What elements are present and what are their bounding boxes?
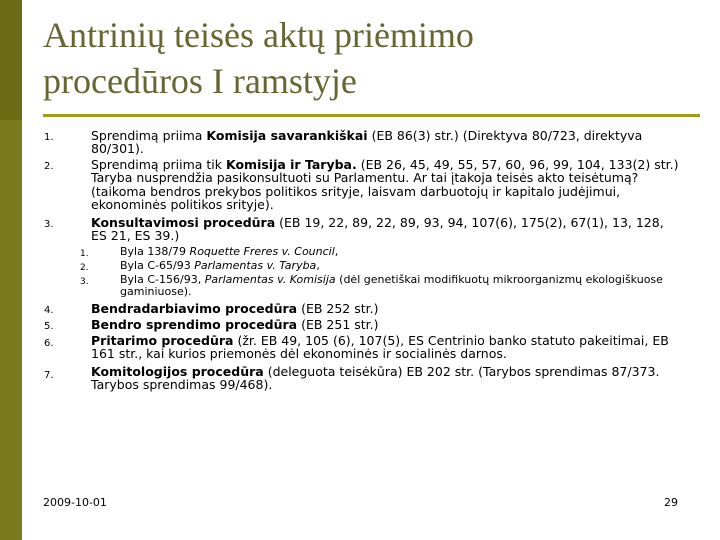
footer-date: 2009-10-01 (43, 496, 107, 509)
sub-list-item: Byla C-65/93 Parlamentas v. Taryba, (120, 259, 320, 272)
list-number: 3. (44, 219, 54, 230)
list-number: 6. (44, 338, 54, 349)
side-accent-bar-top (0, 0, 22, 120)
list-item: Konsultavimosi procedūra (EB 19, 22, 89, 22, 89, 93, 94, 107(6), 175(2), 67(1), 13, 128, ES 21, ES 39.) (91, 215, 664, 244)
list-item: Pritarimo procedūra (žr. EB 49, 105 (6), 107(5), ES Centrinio banko statuto pakeitimai, EB 161 str., kai kurios priemonės dėl ekonominės ir socialinės darnos. (91, 333, 669, 362)
slide-title-line-1: Antrinių teisės aktų priėmimo (43, 15, 474, 55)
list-item: Komitologijos procedūra (deleguota teisėkūra) EB 202 str. (Tarybos sprendimas 87/373. Tarybos sprendimas 99/468). (91, 364, 660, 393)
list-number: 7. (44, 370, 54, 381)
sub-list-item: Byla 138/79 Roquette Freres v. Council, (120, 245, 339, 258)
list-number: 5. (44, 321, 54, 332)
list-item: Bendradarbiavimo procedūra (EB 252 str.) (91, 301, 379, 316)
list-item: Sprendimą priima Komisija savarankiškai (EB 86(3) str.) (Direktyva 80/723, direktyva 80/301). (91, 128, 643, 157)
page-number: 29 (664, 496, 678, 509)
sub-list-number: 1. (80, 249, 89, 259)
list-number: 1. (44, 132, 54, 143)
title-underline (43, 114, 700, 117)
list-item: Sprendimą priima tik Komisija ir Taryba. (EB 26, 45, 49, 55, 57, 60, 96, 99, 104, 133(2) str.) Taryba nusprendžia pasikonsultuoti su Parlamentu. Ar tai įtakoja teisės akto teisėtumą? (taikoma bendros prekybos politikos srityje, laisvam darbuotojų ir kapitalo judėjimui, ekonominės politikos srityje). (91, 157, 679, 213)
list-number: 4. (44, 305, 54, 316)
list-item: Bendro sprendimo procedūra (EB 251 str.) (91, 317, 379, 332)
sub-list-item: Byla C-156/93, Parlamentas v. Komisija (dėl genetiškai modifikuotų mikroorganizmų ekologiškuose gaminiuose). (120, 273, 663, 298)
sub-list-number: 3. (80, 277, 89, 287)
slide-title-line-2: procedūros I ramstyje (43, 61, 357, 101)
list-number: 2. (44, 161, 54, 172)
slide-title (43, 12, 683, 104)
sub-list-number: 2. (80, 263, 89, 273)
